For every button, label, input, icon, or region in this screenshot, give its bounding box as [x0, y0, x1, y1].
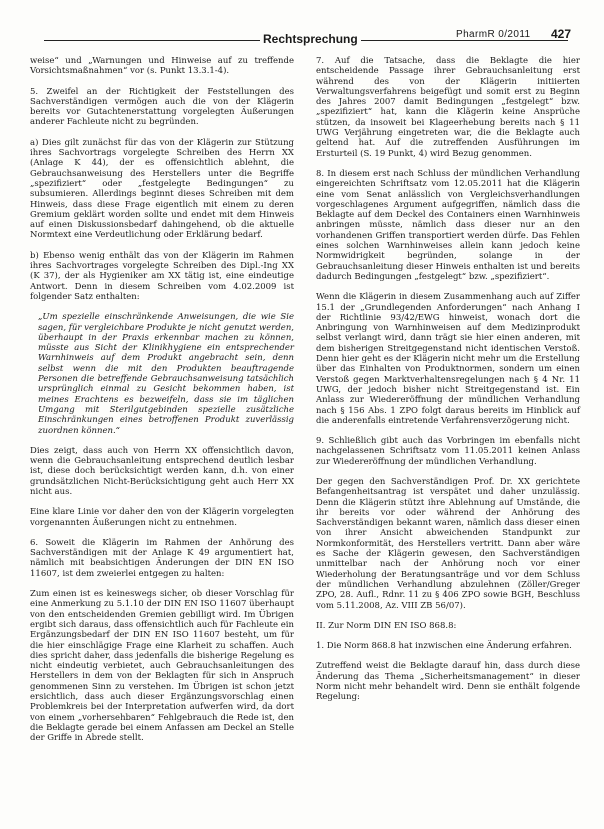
paragraph: Der gegen den Sachverständigen Prof. Dr. XX gerichtete Befangenheitsantrag ist verspätet und daher unzulässig. Denn die Klägerin stützt ihre Ablehnung auf Umstände, die ihr bereits vor oder während der Anhörung des Sachverständigen bekannt waren, nämlich dass dieser einen von ihrer Ansicht abweichenden Standpunkt zur Normkonformität, des Herstellers vertritt. Dann aber wäre es Sache der Klägerin gewesen, den Sachverständigen unmittelbar nach der Anhörung noch vor einer Wiederholung der Beratungsanträge und vor dem Schluss der mündlichen Verhandlung abzulehnen (Zöller/Greger ZPO, 28. Aufl., Rdnr. 11 zu § 406 ZPO sowie BGH, Beschluss vom 5.11.2008, Az. VIII ZB 56/07).	[316, 476, 580, 611]
paragraph: Dies zeigt, dass auch von Herrn XX offensichtlich davon, wenn die Gebrauchsanleitung entsprechend deutlich lesbar ist, diese doch berücksichtigt werden kann, d.h. von einer grundsätzlichen Nicht-Berücksichtigung geht auch Herr XX nicht aus.	[30, 445, 294, 497]
section-label: Rechtsprechung	[260, 32, 361, 46]
section-heading: II. Zur Norm DIN EN ISO 868.8:	[316, 620, 457, 631]
paragraph: Eine klare Linie vor daher den von der Klägerin vorgelegten vorgenannten Äußerungen nicht zu entnehmen.	[30, 507, 294, 528]
paragraph: Wenn die Klägerin in diesem Zusammenhang auch auf Ziffer 15.1 der „Grundlegenden Anforderungen“ nach Anhang I der Richtlinie 93/42/EWG hinweist, wonach dort die Anbringung von Warnhinweisen auf dem Medizinprodukt selbst verlangt wird, dann trägt sie hier einen anderen, mit dem bisherigen Streitgegenstand nicht identischen Verstoß. Denn hier geht es der Klägerin nicht mehr um die Erstellung über das Einhalten von Produktnormen, sondern um einen Verstoß gegen Marktverhaltensregelungen nach § 4 Nr. 11 UWG, der jedoch bisher nicht Streitgegenstand ist. Ein Anlass zur Wiedereröffnung der mündlichen Verhandlung nach § 156 Abs. 1 ZPO folgt daraus bereits im Hinblick auf die anderenfalls eintretende Verfahrensverzögerung nicht.	[316, 292, 580, 426]
paragraph: a) Dies gilt zunächst für das von der Klägerin zur Stützung ihres Sachvortrags vorgelegte Schreiben des Herrn XX (Anlage K 44), der es offensichtlich ablehnt, die Gebrauchsanweisung des Herstellers unter die Begriffe „spezifiziert“ oder „festgelegte Bedingungen“ zu subsumieren. Allerdings beginnt dieses Schreiben mit dem Hinweis, dass diese Frage eigentlich mit einem zu deren Gremium geklärt worden sollte und endet mit dem Hinweis auf einen Diskussionsbedarf dahingehend, ob die aktuelle Normtext eine Verdeutlichung oder Erklärung bedarf.	[30, 137, 294, 241]
paragraph: 7. Auf die Tatsache, dass die Beklagte die hier entscheidende Passage ihrer Gebrauchsanleitung erst während des von der Klägerin initiierten Verwaltungsverfahrens beigefügt und somit erst zu Beginn des Jahres 2007 damit Bedingungen „festgelegt“ bzw. „spezifiziert“ hat, kann die Klägerin keine Ansprüche stützen, da insoweit bei Klageerhebung bereits nach § 11 UWG Verjährung eingetreten war, die die Beklagte auch geltend hat. Auf die zutreffenden Ausführungen im Ersturteil (S. 19 Punkt, 4) wird Bezug genommen.	[316, 56, 580, 159]
right-column	[316, 56, 580, 713]
paragraph: b) Ebenso wenig enthält das von der Klägerin im Rahmen ihres Sachvortrages vorgelegte Schreiben des Dipl.-Ing XX (K 37), der als Hygieniker am XX tätig ist, eine eindeutige Antwort. Denn in diesem Schreiben vom 4.02.2009 ist folgender Satz enthalten:	[30, 250, 294, 302]
paragraph: 1. Die Norm 868.8 hat inzwischen eine Änderung erfahren.	[316, 641, 572, 652]
paragraph: 8. In diesem erst nach Schluss der mündlichen Verhandlung eingereichten Schriftsatz vom 12.05.2011 hat die Klägerin eine vom Senat anlässlich von Vergleichsverhandlungen vorgeschlagenes Argument aufgegriffen, nämlich dass die Beklagte auf dem Deckel des Containers einen Warnhinweis anbringen müsste, nämlich dass dieser nur an den vorhandenen Griffen transportiert werden dürfe. Das Fehlen eines solchen Warnhinweises allein kann jedoch keine Normwidrigkeit begründen, solange in der Gebrauchsanleitung dieser Hinweis enthalten ist und bereits dadurch Bedingungen „festgelegt“ bzw. „spezifiziert“.	[316, 168, 580, 282]
page-number: 427	[551, 27, 572, 41]
paragraph: 6. Soweit die Klägerin im Rahmen der Anhörung des Sachverständigen mit der Anlage K 49 argumentiert hat, nämlich mit beabsichtigen Änderungen der DIN EN ISO 11607, ist dem zweierlei entgegen zu halten:	[30, 537, 294, 579]
paragraph: 9. Schließlich gibt auch das Vorbringen im ebenfalls nicht nachgelassenen Schriftsatz vom 11.05.2011 keinen Anlass zur Wiedereröffnung der mündlichen Verhandlung.	[316, 436, 580, 467]
left-column	[30, 56, 294, 754]
page-header	[0, 0, 604, 50]
paragraph: weise“ und „Warnungen und Hinweise auf zu treffende Vorsichtsmaßnahmen“ vor (s. Punkt 13.3.1-4).	[30, 56, 294, 77]
paragraph: 5. Zweifel an der Richtigkeit der Feststellungen des Sachverständigen vermögen auch die von der Klägerin bereits vor Gutachtenerstattung vorgelegten Äußerungen anderer Fachleute nicht zu begründen.	[30, 86, 294, 128]
paragraph: Zutreffend weist die Beklagte darauf hin, dass durch diese Änderung das Thema „Sicherheitsmanagement“ in dieser Norm nicht mehr behandelt wird. Denn sie enthält folgende Regelung:	[316, 661, 580, 703]
paragraph: Zum einen ist es keineswegs sicher, ob dieser Vorschlag für eine Anmerkung zu 5.1.10 der DIN EN ISO 11607 überhaupt von den entscheidenden Gremien gebilligt wird. Im Übrigen ergibt sich daraus, dass offensichtlich auch für Fachleute ein Ergänzungsbedarf der DIN EN ISO 11607 besteht, um für die hier einschlägige Frage eine Klarheit zu schaffen. Auch dies spricht daher, dass jedenfalls die bisherige Regelung es nicht eindeutig verbietet, auch Gebrauchsanleitungen des Herstellers in dem von der Beklagten für sich in Anspruch genommenen Sinn zu verstehen. Im Übrigen ist schon jetzt ersichtlich, dass auch dieser Ergänzungsvorschlag einen Problemkreis bei der Interpretation aufwerfen wird, da dort von einem „vorhersehbaren“ Fehlgebrauch die Rede ist, den die Beklagte gerade bei einem Anfassen am Deckel an Stelle der Griffe in Abrede stellt.	[30, 589, 294, 744]
quotation: „Um spezielle einschränkende Anweisungen, die wie Sie sagen, für vergleichbare Produkte je nicht genutzt werden, überhaupt in der Praxis erkennbar machen zu können, müsste aus Sicht der Klinikhygiene ein entsprechender Warnhinweis auf dem Produkt angebracht sein, denn selbst wenn die mit den Produkten beauftragende Personen die betreffende Gebrauchsanweisung tatsächlich ursprünglich einmal zu Gesicht bekommen haben, ist meines Erachtens es bezweifeln, dass sie im täglichen Umgang mit Sterilgutgebinden spezielle zusätzliche Einschränkungen eines betroffenen Produkt zuverlässig zuordnen können.“	[38, 312, 294, 436]
journal-issue: PharmR 0/2011	[456, 29, 531, 40]
